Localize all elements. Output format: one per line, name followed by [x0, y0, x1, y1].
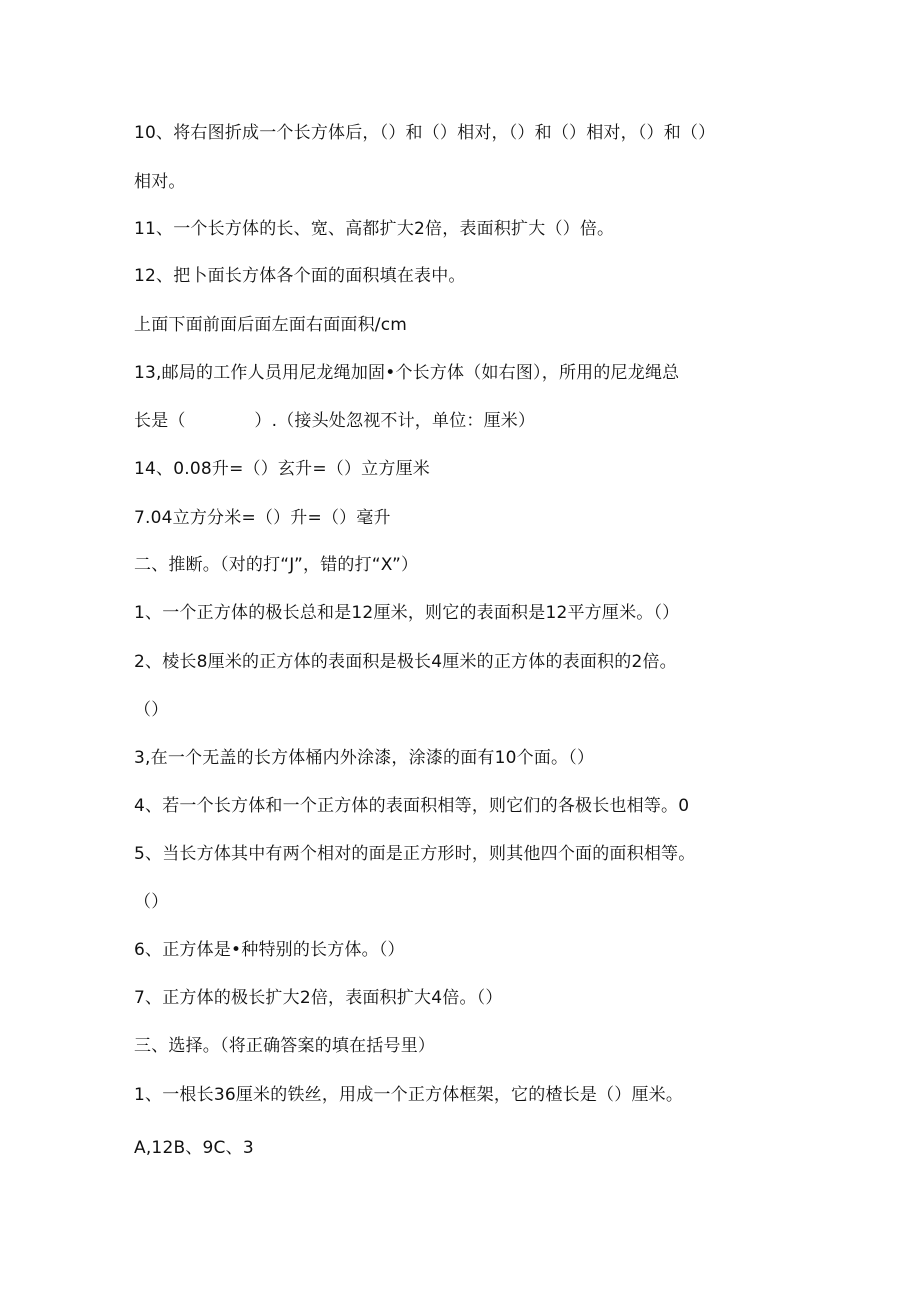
section-2-heading: 二、推断。（对的打“J”，错的打“X”） [134, 555, 419, 575]
choice-item-1-options: A,12B、9C、3 [134, 1138, 254, 1158]
judge-item-7: 7、正方体的极长扩大2倍，表面积扩大4倍。（） [134, 988, 503, 1008]
section-3-heading: 三、选择。（将正确答案的填在括号里） [134, 1036, 436, 1056]
judge-item-2-bracket: （） [134, 700, 169, 720]
judge-item-4: 4、若一个长方体和一个正方体的表面积相等，则它们的各极长也相等。0 [134, 796, 690, 816]
judge-item-5-bracket: （） [134, 892, 169, 912]
judge-item-1: 1、一个正方体的极长总和是12厘米，则它的表面积是12平方厘米。（） [134, 603, 680, 623]
judge-item-2: 2、棱长8厘米的正方体的表面积是极长4厘米的正方体的表面积的2倍。 [134, 652, 677, 672]
judge-item-5: 5、当长方体其中有两个相对的面是正方形时，则其他四个面的面积相等。 [134, 844, 696, 864]
judge-item-6: 6、正方体是•种特别的长方体。（） [134, 940, 405, 960]
table-header-line: 上面下面前面后面左面右面面积/cm [134, 315, 408, 335]
question-10-line-1: 10、将右图折成一个长方体后，（）和（）相对，（）和（）相对，（）和（） [134, 123, 716, 143]
question-11: 11、一个长方体的长、宽、高都扩大2倍，表面积扩大（）倍。 [134, 219, 615, 239]
judge-item-3: 3,在一个无盖的长方体桶内外涂漆，涂漆的面有10个面。（） [134, 748, 595, 768]
question-14-line-2: 7.04立方分米=（）升=（）毫升 [134, 508, 391, 528]
question-12: 12、把卜面长方体各个面的面积填在表中。 [134, 266, 466, 286]
question-14-line-1: 14、0.08升=（）玄升=（）立方厘米 [134, 459, 430, 479]
question-10-line-2: 相对。 [134, 172, 186, 192]
question-13-line-2: 长是（ ）.（接头处忽视不计，单位：厘米） [134, 411, 536, 431]
choice-item-1: 1、一根长36厘米的铁丝，用成一个正方体框架，它的楂长是（）厘米。 [134, 1085, 684, 1105]
question-13-line-1: 13,邮局的工作人员用尼龙绳加固•个长方体（如右图），所用的尼龙绳总 [134, 363, 680, 383]
